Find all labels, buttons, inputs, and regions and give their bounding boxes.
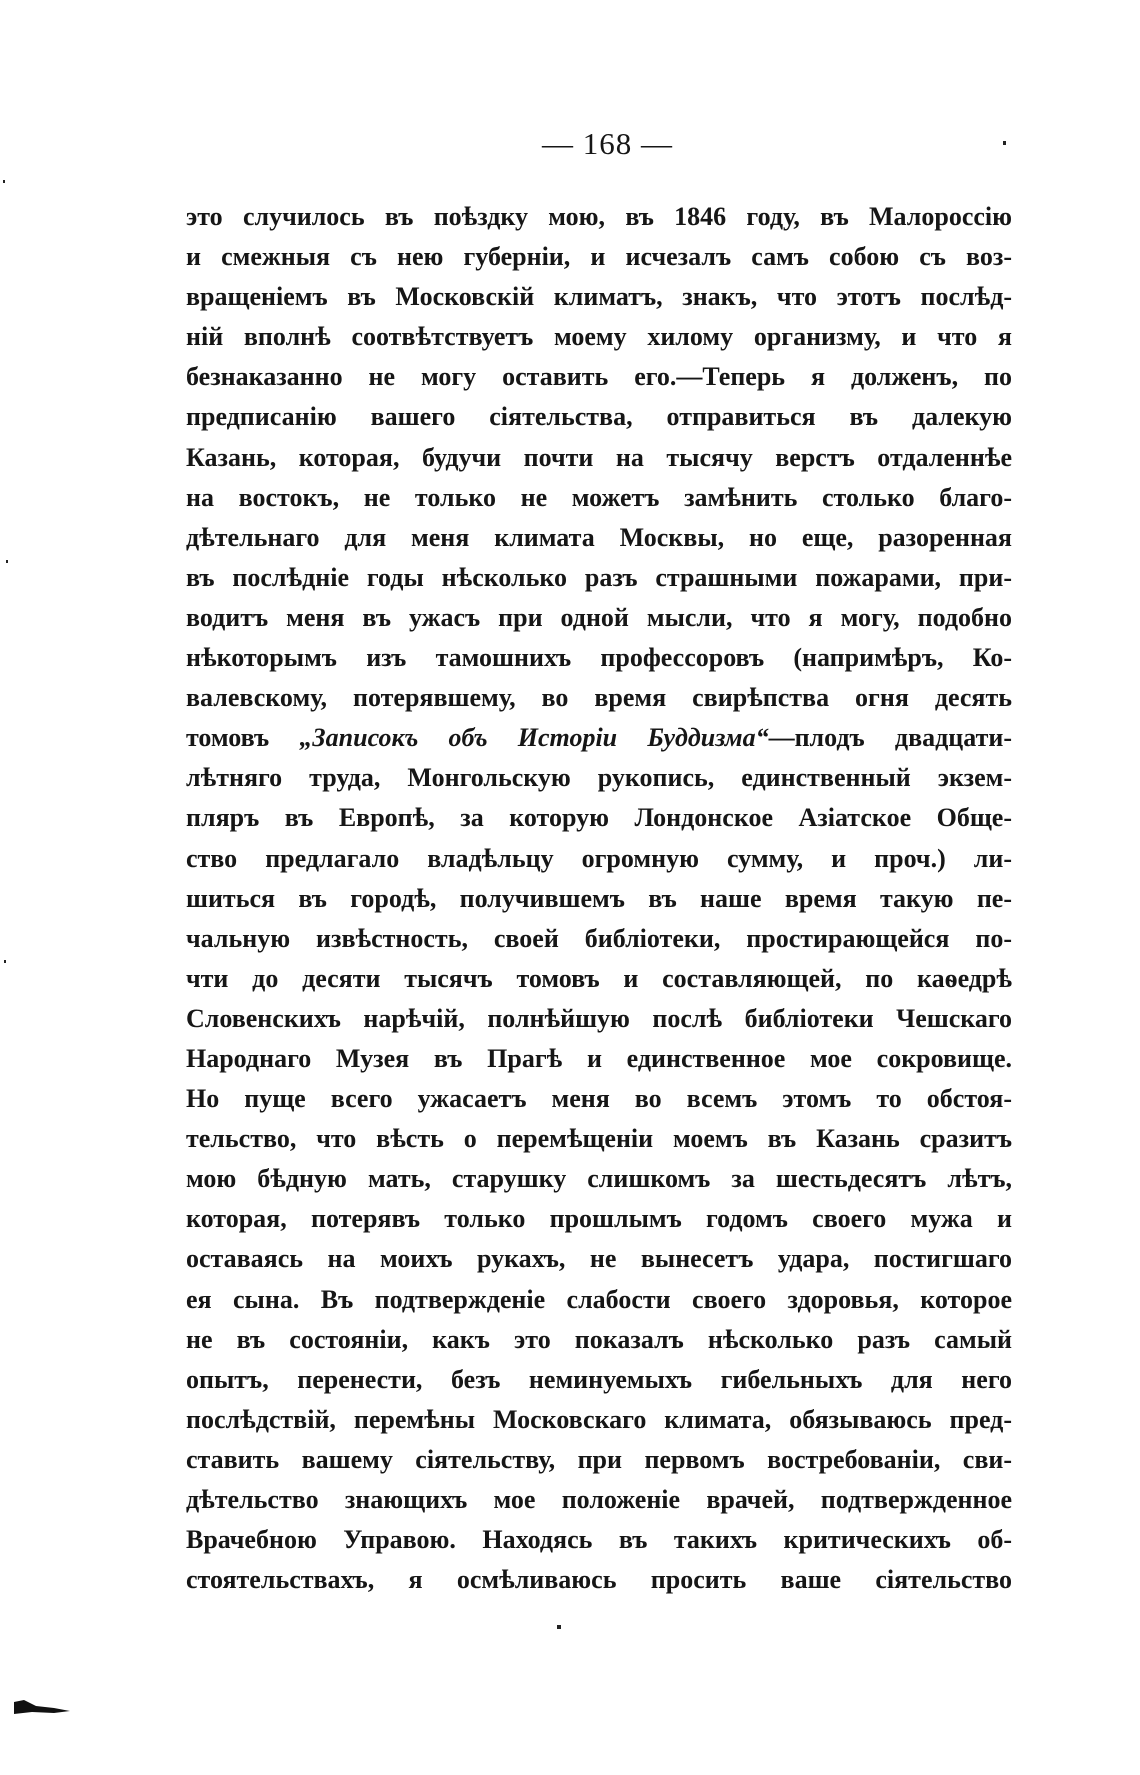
text-line-5: безнаказанно не могу оставить его.—Теперь я долженъ, по	[186, 362, 1012, 392]
text-line-2: и смежныя съ нею губерніи, и исчезалъ самъ собою съ воз-	[186, 242, 1012, 272]
text-line-11: водитъ меня въ ужасъ при одной мысли, что я могу, подобно	[186, 602, 1012, 632]
text-line-13: валевскому, потерявшему, во время свирѣпства огня десять	[186, 683, 1012, 713]
scan-speck	[3, 180, 5, 183]
text-line-14-end: —плодъ двадцати-	[768, 723, 1012, 753]
text-line-16: пляръ въ Европѣ, за которую Лондонское Азіатское Обще-	[186, 803, 1012, 833]
text-line-12: нѣкоторымъ изъ тамошнихъ профессоровъ (напримѣръ, Ко-	[186, 643, 1012, 673]
text-line-28: ея сына. Въ подтвержденіе слабости своего здоровья, которое	[186, 1284, 1012, 1314]
text-line-22: Народнаго Музея въ Прагѣ и единственное мое сокровище.	[186, 1043, 1012, 1073]
text-line-34: Врачебною Управою. Находясь въ такихъ критическихъ об-	[186, 1525, 1012, 1555]
text-line-20: чти до десяти тысячъ томовъ и составляющей, по каѳедрѣ	[186, 963, 1012, 993]
scan-speck	[557, 1625, 561, 1629]
scan-speck	[1003, 141, 1006, 145]
text-line-27: оставаясь на моихъ рукахъ, не вынесетъ удара, постигшаго	[186, 1244, 1012, 1274]
text-line-18: шиться въ городѣ, получившемъ въ наше время такую пе-	[186, 883, 1012, 913]
text-line-10: въ послѣдніе годы нѣсколько разъ страшными пожарами, при-	[186, 562, 1012, 592]
text-line-1: это случилось въ поѣздку мою, въ 1846 году, въ Малороссію	[186, 202, 1012, 231]
text-line-24: тельство, что вѣсть о перемѣщеніи моемъ въ Казань сразитъ	[186, 1124, 1012, 1154]
text-line-17: ство предлагало владѣльцу огромную сумму, и проч.) ли-	[186, 843, 1012, 873]
text-line-25: мою бѣдную мать, старушку слишкомъ за шестьдесятъ лѣтъ,	[186, 1164, 1012, 1194]
text-line-26: которая, потерявъ только прошлымъ годомъ своего мужа и	[186, 1204, 1012, 1234]
text-line-15: лѣтняго труда, Монгольскую рукопись, единственный экзем-	[186, 763, 1012, 793]
text-line-23: Но пуще всего ужасаетъ меня во всемъ этомъ то обстоя-	[186, 1084, 1012, 1114]
text-line-7: Казань, которая, будучи почти на тысячу верстъ отдаленнѣе	[186, 442, 1012, 472]
text-line-33: дѣтельство знающихъ мое положеніе врачей, подтвержденное	[186, 1485, 1012, 1514]
text-line-19: чальную извѣстность, своей библіотеки, простирающейся по-	[186, 923, 1012, 953]
text-line-14	[186, 718, 1012, 758]
scan-speck	[4, 960, 6, 963]
page-number: — 168 —	[542, 126, 673, 161]
text-line-31: послѣдствій, перемѣны Московскаго климата, обязываюсь пред-	[186, 1404, 1012, 1434]
scan-edge-mark	[14, 1700, 70, 1716]
text-line-35: стоятельствахъ, я осмѣливаюсь просить ваше сіятельство	[186, 1565, 1012, 1595]
text-line-14-start: томовъ	[186, 723, 300, 753]
scan-speck	[6, 560, 8, 563]
text-line-3: вращеніемъ въ Московскій климатъ, знакъ, что этотъ послѣд-	[186, 282, 1012, 312]
text-line-30: опытъ, перенести, безъ неминуемыхъ гибельныхъ для него	[186, 1364, 1012, 1394]
text-line-4: ній вполнѣ соотвѣтствуетъ моему хилому организму, и что я	[186, 322, 1012, 352]
text-line-9: дѣтельнаго для меня климата Москвы, но еще, разоренная	[186, 522, 1012, 552]
body-text	[186, 197, 1012, 1600]
text-line-21: Словенскихъ нарѣчій, полнѣйшую послѣ библіотеки Чешскаго	[186, 1003, 1012, 1033]
book-title-italic: „Записокъ объ Исторіи Буддизма“	[299, 723, 769, 753]
text-line-29: не въ состояніи, какъ это показалъ нѣсколько разъ самый	[186, 1324, 1012, 1354]
text-line-6: предписанію вашего сіятельства, отправиться въ далекую	[186, 402, 1012, 432]
text-line-8: на востокъ, не только не можетъ замѣнить столько благо-	[186, 482, 1012, 512]
text-line-32: ставить вашему сіятельству, при первомъ востребованіи, сви-	[186, 1444, 1012, 1474]
